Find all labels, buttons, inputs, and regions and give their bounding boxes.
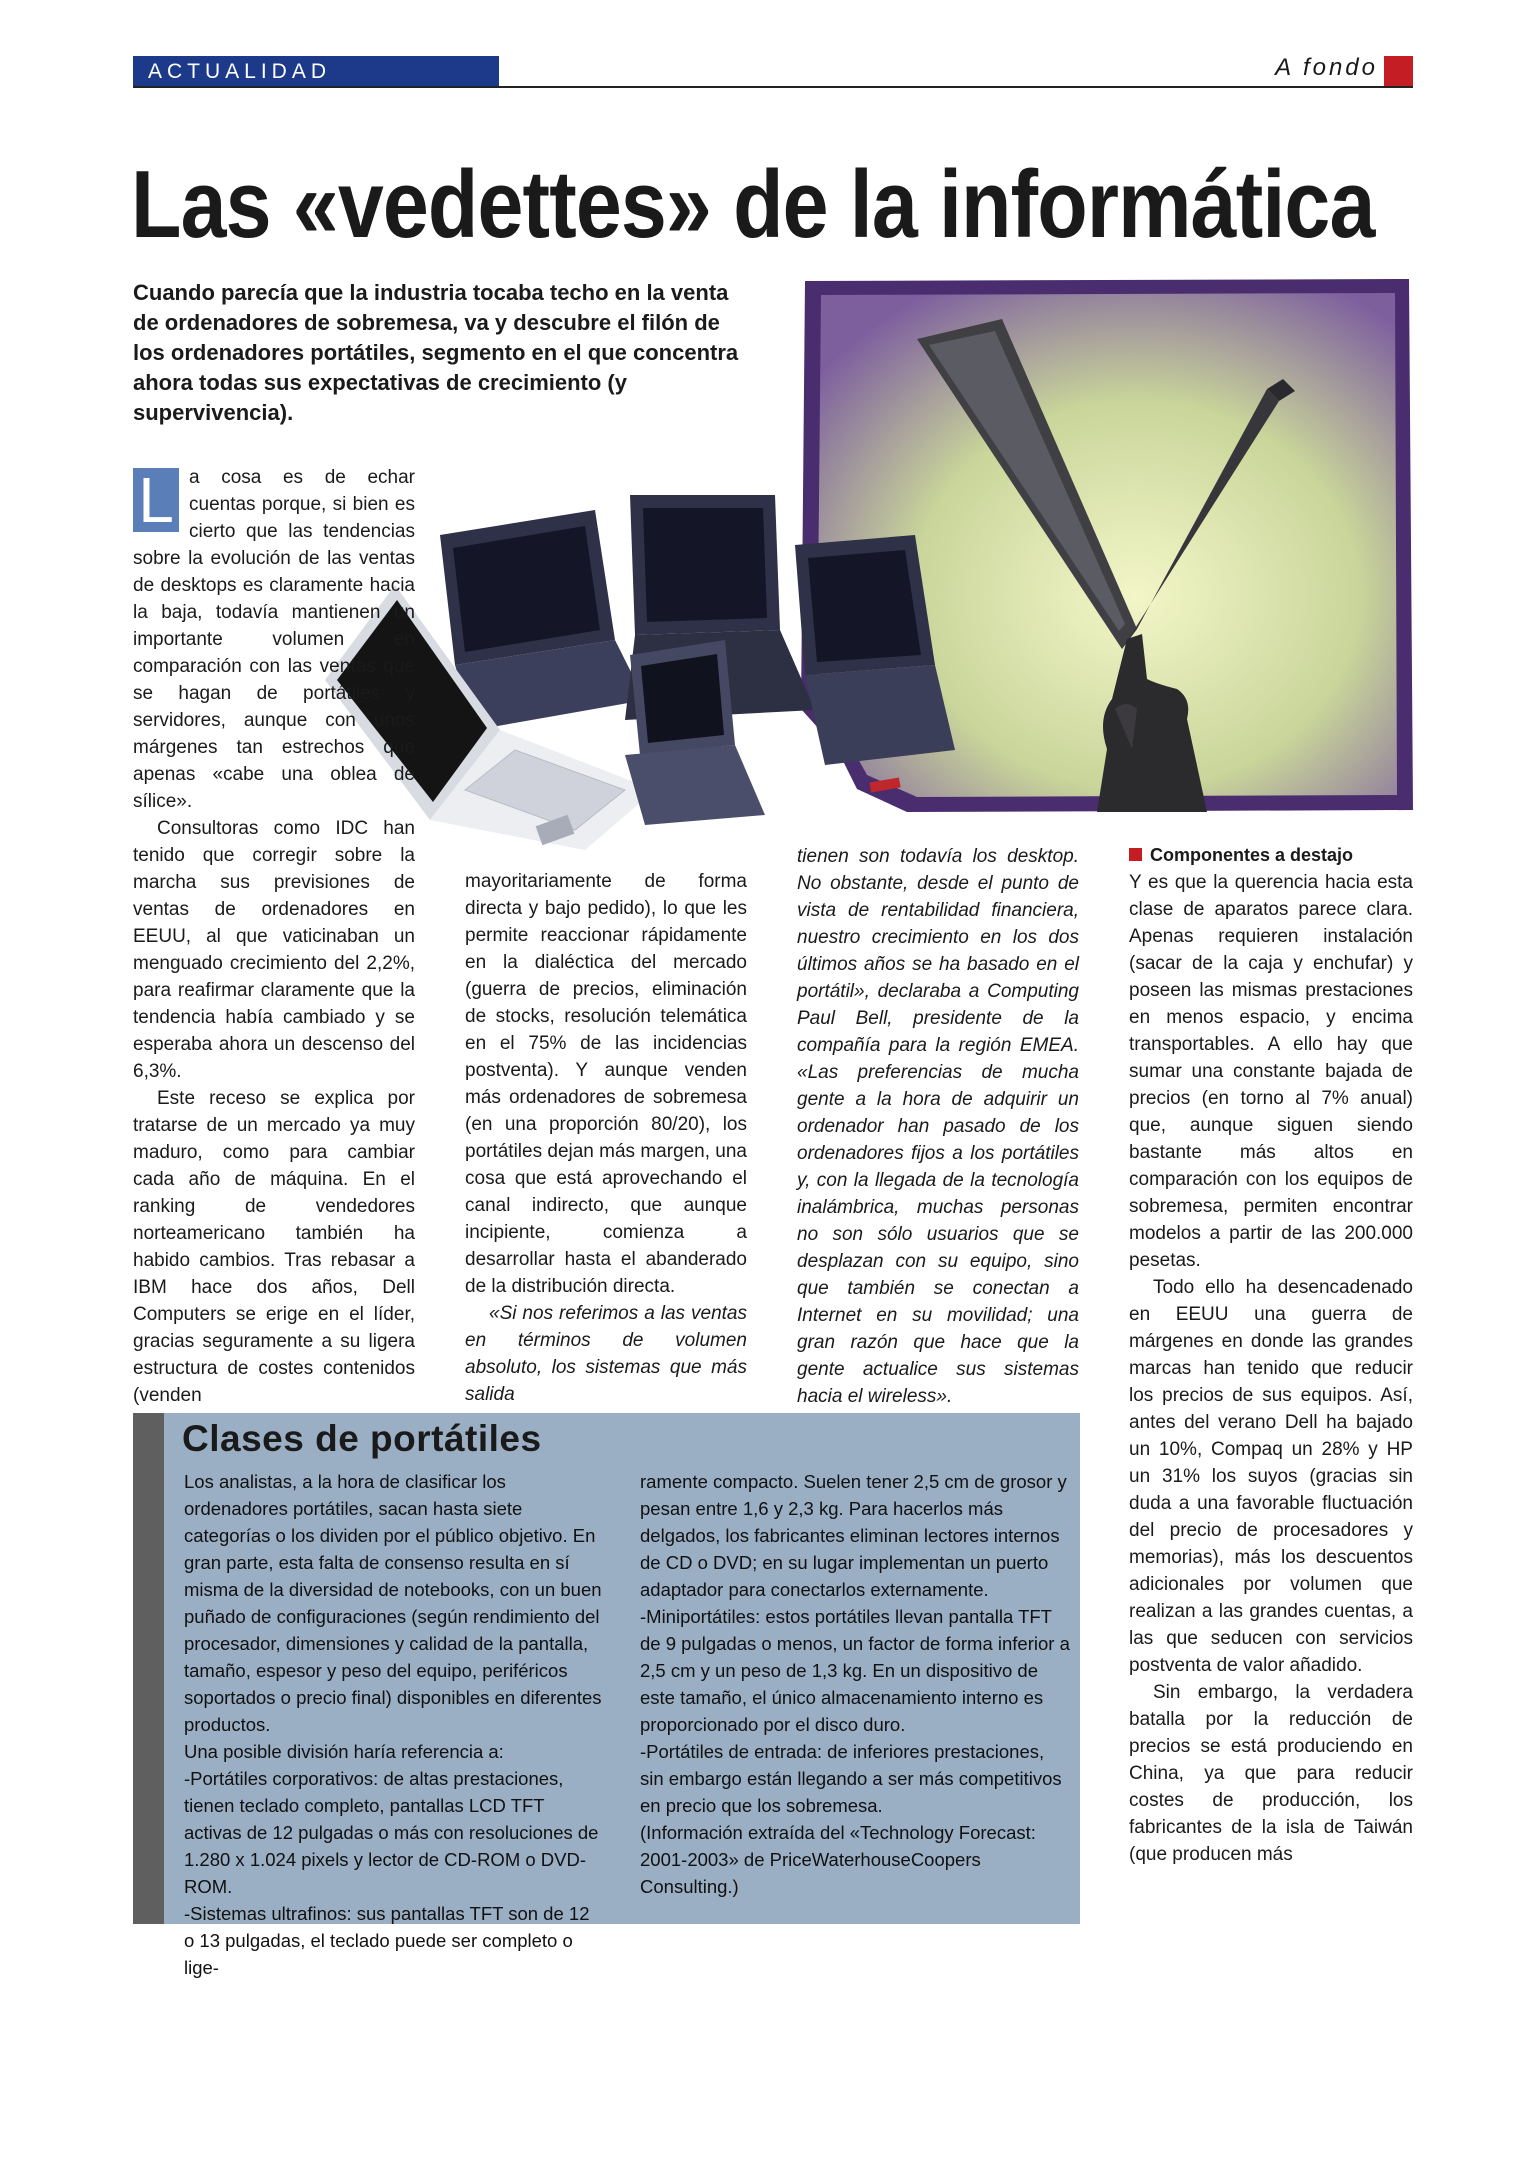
paragraph: mayoritariamente de forma directa y bajo pedido), lo que les permite reaccionar rápidamente en la dialéctica del mercado (guerra de precios, eliminación de stocks, resolución telemática en el 75% de las incidencias postventa). Y aunque venden más ordenadores de sobremesa (en una proporción 80/20), los portátiles dejan más margen, una cosa que está aprovechando el canal indirecto, que aunque incipiente, comienza a desarrollar hasta el abanderado de la distribución directa. [465,871,747,1297]
paragraph: Todo ello ha desencadenado en EEUU una guerra de márgenes en donde las grandes marcas han tenido que reducir los precios de sus equipos. Así, antes del verano Dell ha bajado un 10%, Compaq un 28% y HP un 31% los suyos (gracias sin duda a una favorable fluctuación del precio de procesadores y memorias), más los descuentos adicionales por volumen que realizan a las grandes cuentas, a las que seducen con servicios postventa de valor añadido. [1129,1277,1413,1676]
article-title: Las «vedettes» de la informática [131,151,1375,258]
article-lead: Cuando parecía que la industria tocaba techo en la venta de ordenadores de sobremesa, va y descubre el filón de los ordenadores portátiles, segmento en el que concentra ahora todas sus expectativas de crecimiento (y supervivencia). [133,280,739,425]
accent-square [1384,56,1413,86]
subheading: Componentes a destajo [1129,842,1413,869]
paragraph: Consultoras como IDC han tenido que corregir sobre la marcha sus previsiones de ventas de ordenadores en EEUU, al que vaticinaban un menguado crecimiento del 2,2%, para reafirmar claramente que la tendencia había cambiado y se esperaba ahora un descenso del 6,3%. [133,818,415,1082]
paragraph: Sin embargo, la verdadera batalla por la reducción de precios se está produciendo en China, ya que para reducir costes de producción, los fabricantes de la isla de Taiwán (que producen más [1129,1682,1413,1865]
drop-cap: L [133,468,179,532]
paragraph: a cosa es de echar cuentas porque, si bien es cierto que las tendencias sobre la evolución de las ventas de desktops es claramente hacia la baja, todavía mantienen un importante volumen en comparación con las ventas que se hagan de portátiles y servidores, aunque con unos márgenes tan estrechos que apenas «cabe una oblea de sílice». [133,467,415,812]
paragraph: -Sistemas ultrafinos: sus pantallas TFT son de 12 o 13 pulgadas, el teclado puede ser completo o lige- [184,1903,590,1978]
paragraph: Una posible división haría referencia a: [184,1741,504,1762]
article-column-4 [1129,842,1413,1868]
quote-paragraph: tienen son todavía los desktop. No obstante, desde el punto de vista de rentabilidad financiera, nuestro crecimiento en los dos últimos años se ha basado en el portátil», declaraba a Computing Paul Bell, presidente de la compañía para la región EMEA. «Las preferencias de mucha gente a la hora de adquirir un ordenador han pasado de los ordenadores fijos a los portátiles y, con la llegada de la tecnología inalámbrica, muchas personas no son sólo usuarios que se desplazan con su equipo, sino que también se conectan a Internet en su movilidad; una gran razón que hace que la gente actualice sus sistemas hacia el wireless». [797,846,1079,1407]
sidebar-title: Clases de portátiles [182,1418,542,1459]
sidebar-column-1 [184,1468,604,1981]
paragraph: -Portátiles de entrada: de inferiores prestaciones, sin embargo están llegando a ser más competitivos en precio que los sobremesa. [640,1741,1062,1816]
paragraph: -Portátiles corporativos: de altas prestaciones, tienen teclado completo, pantallas LCD TFT activas de 12 pulgadas o más con resoluciones de 1.280 x 1.024 pixels y lector de CD-ROM o DVD-ROM. [184,1768,599,1897]
section-label: ACTUALIDAD [148,60,332,83]
section-subtitle: A fondo [1275,54,1378,81]
square-bullet-icon [1129,848,1142,861]
article-column-2 [465,868,747,1408]
sidebar-column-2 [640,1468,1070,1900]
header-rule [133,86,1413,88]
paragraph: (Información extraída del «Technology Forecast: 2001-2003» de PriceWaterhouseCoopers Consulting.) [640,1822,1036,1897]
paragraph: -Miniportátiles: estos portátiles llevan pantalla TFT de 9 pulgadas o menos, un factor de forma inferior a 2,5 cm y un peso de 1,3 kg. En un dispositivo de este tamaño, el único almacenamiento interno es proporcionado por el disco duro. [640,1606,1070,1735]
paragraph: Los analistas, a la hora de clasificar los ordenadores portátiles, sacan hasta siete categorías o los dividen por el público objetivo. En gran parte, esta falta de consenso resulta en sí misma de la diversidad de notebooks, con un buen puñado de configuraciones (según rendimiento del procesador, dimensiones y calidad de la pantalla, tamaño, espesor y peso del equipo, periféricos soportados o precio final) disponibles en diferentes productos. [184,1471,602,1735]
quote-paragraph: «Si nos referimos a las ventas en términos de volumen absoluto, los sistemas que más salida [465,1303,747,1405]
paragraph: Este receso se explica por tratarse de un mercado ya muy maduro, como para cambiar cada año de máquina. En el ranking de vendedores norteamericano también ha habido cambios. Tras rebasar a IBM hace dos años, Dell Computers se erige en el líder, gracias seguramente a su ligera estructura de costes contenidos (venden [133,1088,415,1406]
photo-laptops-group [325,490,955,860]
sidebar-bar [133,1413,164,1924]
paragraph: Y es que la querencia hacia esta clase de aparatos parece clara. Apenas requieren instalación (sacar de la caja y enchufar) y poseen las mismas prestaciones en menos espacio, y encima transportables. A ello hay que sumar una constante bajada de precios (en torno al 7% anual) que, aunque siguen siendo bastante más altos en comparación con los equipos de sobremesa, permiten encontrar modelos a partir de las 200.000 pesetas. [1129,872,1413,1271]
paragraph: ramente compacto. Suelen tener 2,5 cm de grosor y pesan entre 1,6 y 2,3 kg. Para hacerlos más delgados, los fabricantes eliminan lectores internos de CD o DVD; en su lugar implementan un puerto adaptador para conectarlos externamente. [640,1471,1067,1600]
article-column-3 [797,843,1079,1410]
article-column-1 [133,464,415,1409]
